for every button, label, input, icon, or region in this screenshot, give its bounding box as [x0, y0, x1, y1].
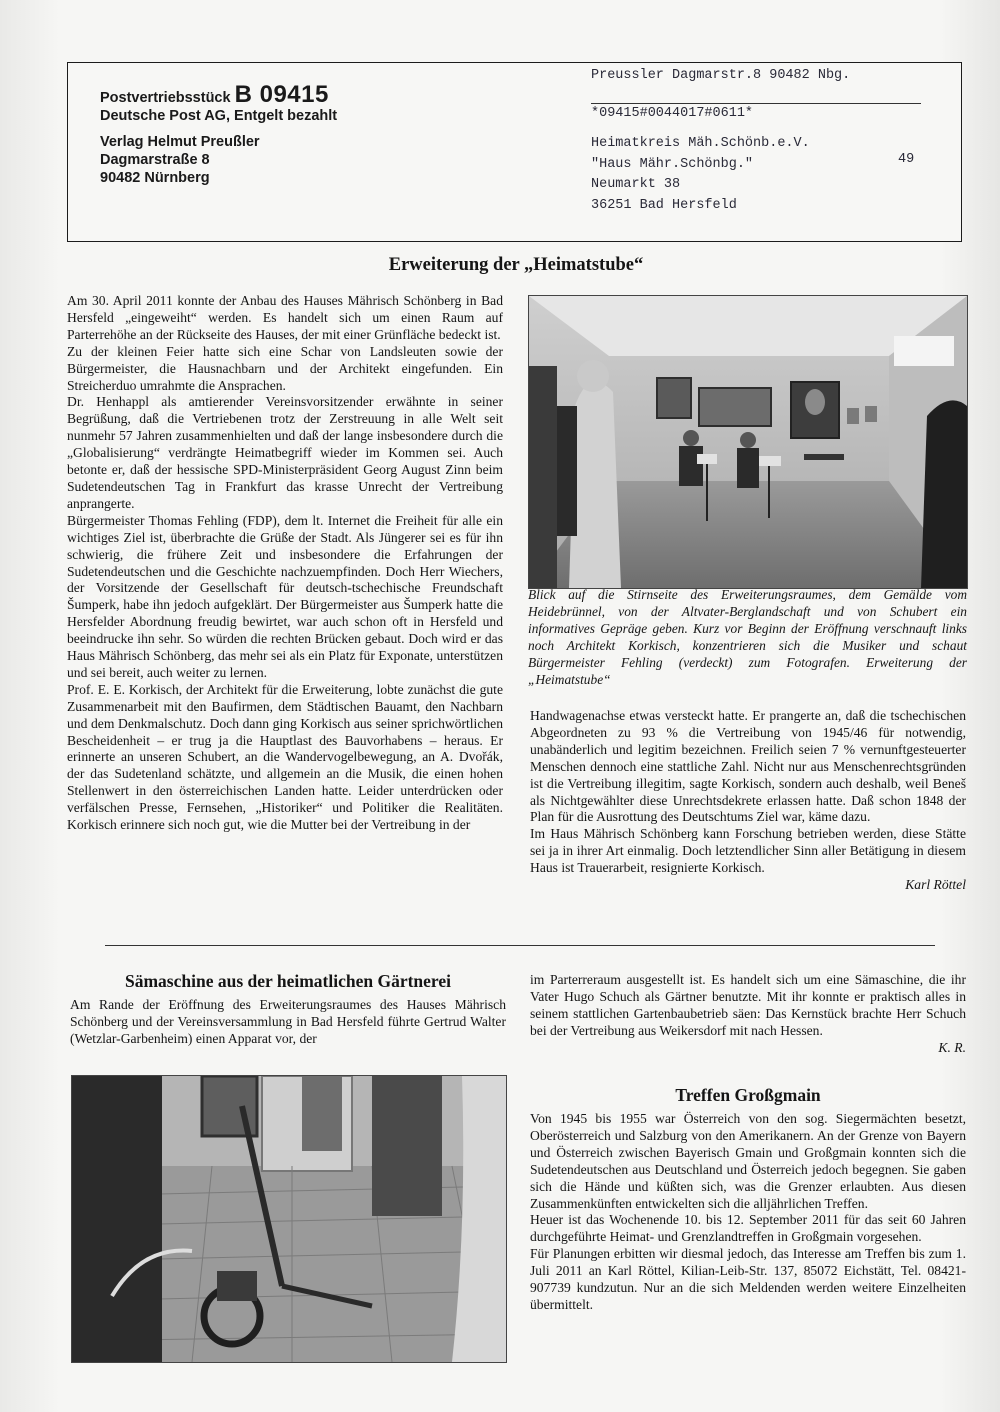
article-title-grossgmain: Treffen Großgmain: [675, 1085, 821, 1105]
article-1-continuation: Handwagenachse etwas versteckt hatte. Er prangerte an, daß die tschechischen Abgeordneten zu 93 % die Vertreibung von 1945/46 für notwendig, unabänderlich und legitim bezeichnen. Freilich seien 7 % vernunftgesteuerter Menschen dennoch eine stattliche Zahl. Nicht nur aus Menschenrechtsgründen ist die Vertreibung illegitim, sagte Korkisch, sondern auch deshalb, weil Beneš als Nichtgewählter diese Unrechtsdekrete erlassen hatte. Daß schon 1848 der Plan für die Ausrottung des Deutschtums Ziel war, käme dazu.: [530, 708, 966, 825]
photo-saemaschine: [71, 1075, 507, 1363]
article-3-column: [530, 1111, 966, 1314]
recipient-line-1: Heimatkreis Mäh.Schönb.e.V.: [591, 136, 810, 151]
article-1-paragraph: Am 30. April 2011 konnte der Anbau des Hauses Mährisch Schönberg in Bad Hersfeld „eingeweiht“ werden. Es handelt sich um einen Raum auf Parterrehöhe an der Rückseite des Hauses, der mit einer Grünfläche bedeckt ist.: [67, 293, 503, 342]
post-line: Deutsche Post AG, Entgelt bezahlt: [100, 108, 338, 124]
postvertrieb-label: Postvertriebsstück: [100, 90, 231, 106]
publisher-city: 90482 Nürnberg: [100, 170, 210, 186]
article-1-paragraph: Zu der kleinen Feier hatte sich eine Schar von Landsleuten sowie der Bürgermeister, die Hausnachbarn und der Architekt eingefunden. Ein Streicherduo umrahmte die Ansprachen.: [67, 343, 503, 393]
publisher-block: [100, 81, 338, 187]
photo-saemaschine-illustration: [72, 1076, 506, 1362]
article-2-right-text: [530, 972, 966, 1057]
code-line: *09415#0044017#0611*: [591, 105, 754, 121]
article-3-paragraph: Heuer ist das Wochenende 10. bis 12. September 2011 für das seit 60 Jahren durchgeführte Heimat- und Grenzlandtreffen in Großgmain vorgesehen.: [530, 1212, 966, 1245]
photo-heimatstube-illustration: [529, 296, 967, 588]
article-3-paragraph: Von 1945 bis 1955 war Österreich von den sog. Siegermächten besetzt, Oberösterreich und Salzburg von den Amerikanern. An der Grenze von Bayern und Österreich zwischen Bayerisch Gmain und Großgmain konnten sich die Sudetendeutschen aus Deutschland und Österreich jedoch begegnen. Sie gaben sich die Hände und küßten sich, was die Grenzer erlaubten. Aus diesen Zusammenkünften entwickelten sich die alljährlichen Treffen.: [530, 1111, 966, 1211]
address-label: [591, 66, 850, 216]
sender-line: Preussler Dagmarstr.8 90482 Nbg.: [591, 68, 851, 83]
article-2-text-left: Am Rande der Eröffnung des Erweiterungsraumes des Hauses Mährisch Schönberg und der Vereinsversammlung in Bad Hersfeld führte Gertrud Walter (Wetzlar-Garbenheim) einen Apparat vor, der: [70, 997, 506, 1046]
recipient-line-4: 36251 Bad Hersfeld: [591, 197, 737, 213]
article-1-paragraph: Dr. Henhappl als amtierender Vereinsvorsitzender erwähnte in seiner Begrüßung, daß die Vertriebenen trotz der Zerstreuung in alle Welt seit nunmehr 57 Jahren zusammenhielten und daß der lange insbesondere durch die „Globalisierung“ verdrängte Heimatbegriff wieder im Kommen sei. Auch betonte er, daß der hessische SPD-Ministerpräsident Georg August Zinn beim Sudetendeutschen Tag in Frankfurt das krasse Unrecht der Vertreibung anprangerte.: [67, 394, 503, 511]
recipient-zone: 49: [898, 152, 915, 167]
article-1-paragraph: Prof. E. E. Korkisch, der Architekt für die Erweiterung, lobte zunächst die gute Zusammenarbeit mit den Baufirmen, dem Städtischen Bauamt, den Nachbarn und dem Denkmalschutz. Doch dann ging Korkisch aus seiner sprichwörtlichen Bescheidenheit – er trug ja die Hauptlast des Bauvorhabens – heraus. Er erinnerte an unseren Schubert, an die Wandervogelbewegung, an A. Dvořák, der das Sudetenland schätzte, und allgemein an die Musik, die einen hohen Stellenwert in den österreichischen Landen hatte. Leider unterdrücken oder verfälschen Presse, Fernsehen, „Historiker“ und Politiker die Realitäten. Korkisch erinnere sich noch gut, wie die Mutter bei der Vertreibung in der: [67, 681, 503, 833]
publisher-street: Dagmarstraße 8: [100, 152, 210, 168]
article-2-text-right: im Parterreraum ausgestellt ist. Es handelt sich um eine Sämaschine, die ihr Vater Hugo Schuch als Gärtner benutzte. Mit ihr konnte er praktisch alles in seinem stattlichen Gartenbaubetrieb säen: Das Kernstück brachte Herr Schuch bei der Vertreibung aus Weikersdorf mit nach Hessen.: [530, 972, 966, 1038]
publisher-name: Verlag Helmut Preußler: [100, 134, 260, 150]
article-3-paragraph: Für Planungen erbitten wir diesmal jedoch, das Interesse am Treffen bis zum 1. Juli 2011 an Karl Röttel, Kilian-Leib-Str. 137, 85072 Eichstätt, Tel. 08421-907739 kundzutun. Nur an die sich Meldenden werden weitere Einzelheiten übermittelt.: [530, 1246, 966, 1312]
article-title-saemaschine: Sämaschine aus der heimatlichen Gärtnerei: [124, 971, 451, 991]
recipient-line-2: "Haus Mähr.Schönbg.": [591, 156, 754, 172]
article-1-continuation: Im Haus Mährisch Schönberg kann Forschung betrieben werden, diese Stätte sei ja in ihrer Art einmalig. Doch letztendlicher Sinn aller Betätigung in diesem Haus ist Trauerarbeit, resignierte Korkisch.: [530, 826, 966, 876]
postvertrieb-number: B 09415: [234, 81, 329, 108]
section-divider: [105, 945, 935, 946]
photo-heimatstube-room: [528, 295, 968, 589]
photo-caption: Blick auf die Stirnseite des Erweiterungsraumes, dem Gemälde vom Heidebrünnel, von der Altvater-Berglandschaft und von Schubert ein informatives Gepräge geben. Kurz vor Beginn der Eröffnung verschnauft links noch Architekt Korkisch, konzentrieren sich die Musiker und schaut Bürgermeister Fehling (verdeckt) zum Fotografen. Erweiterung der „Heimatstube“: [528, 587, 967, 687]
recipient-line-3: Neumarkt 38: [591, 177, 681, 192]
article-1-left-column: [67, 293, 503, 834]
address-rule: [591, 103, 921, 104]
article-title-heimatstube: Erweiterung der „Heimatstube“: [388, 255, 644, 275]
article-2-author: K. R.: [938, 1039, 966, 1055]
article-1-author: Karl Röttel: [905, 877, 966, 893]
article-2-left-text: [70, 997, 506, 1048]
article-1-right-column: [530, 708, 966, 894]
article-1-paragraph: Bürgermeister Thomas Fehling (FDP), dem lt. Internet die Freiheit für alle ein wichtiges Ziel ist, überbrachte die Grüße der Stadt. Als Jüngerer sei es für ihn schwierig, die frühere Zeit und insbesondere die Erfahrungen der Sudetendeutschen und die Geschichte nachzuempfinden. Doch Herr Wiechers, der Vorsitzende der Gesellschaft für deutsch-tschechische Freundschaft Šumperk, habe ihn jedoch aufgeklärt. Der Bürgermeister aus Šumperk hatte die Hersfelder Abordnung freudig bewirtet, war auch schon oft in Hersfeld und beeindrucke ihn sehr. So würden die rechten Brücken gebaut. Doch wird er das Haus Mährisch Schönberg, das mehr sei als ein Platz für Exponate, unterstützen und sei bereit, auch weiter zu lernen.: [67, 512, 503, 680]
